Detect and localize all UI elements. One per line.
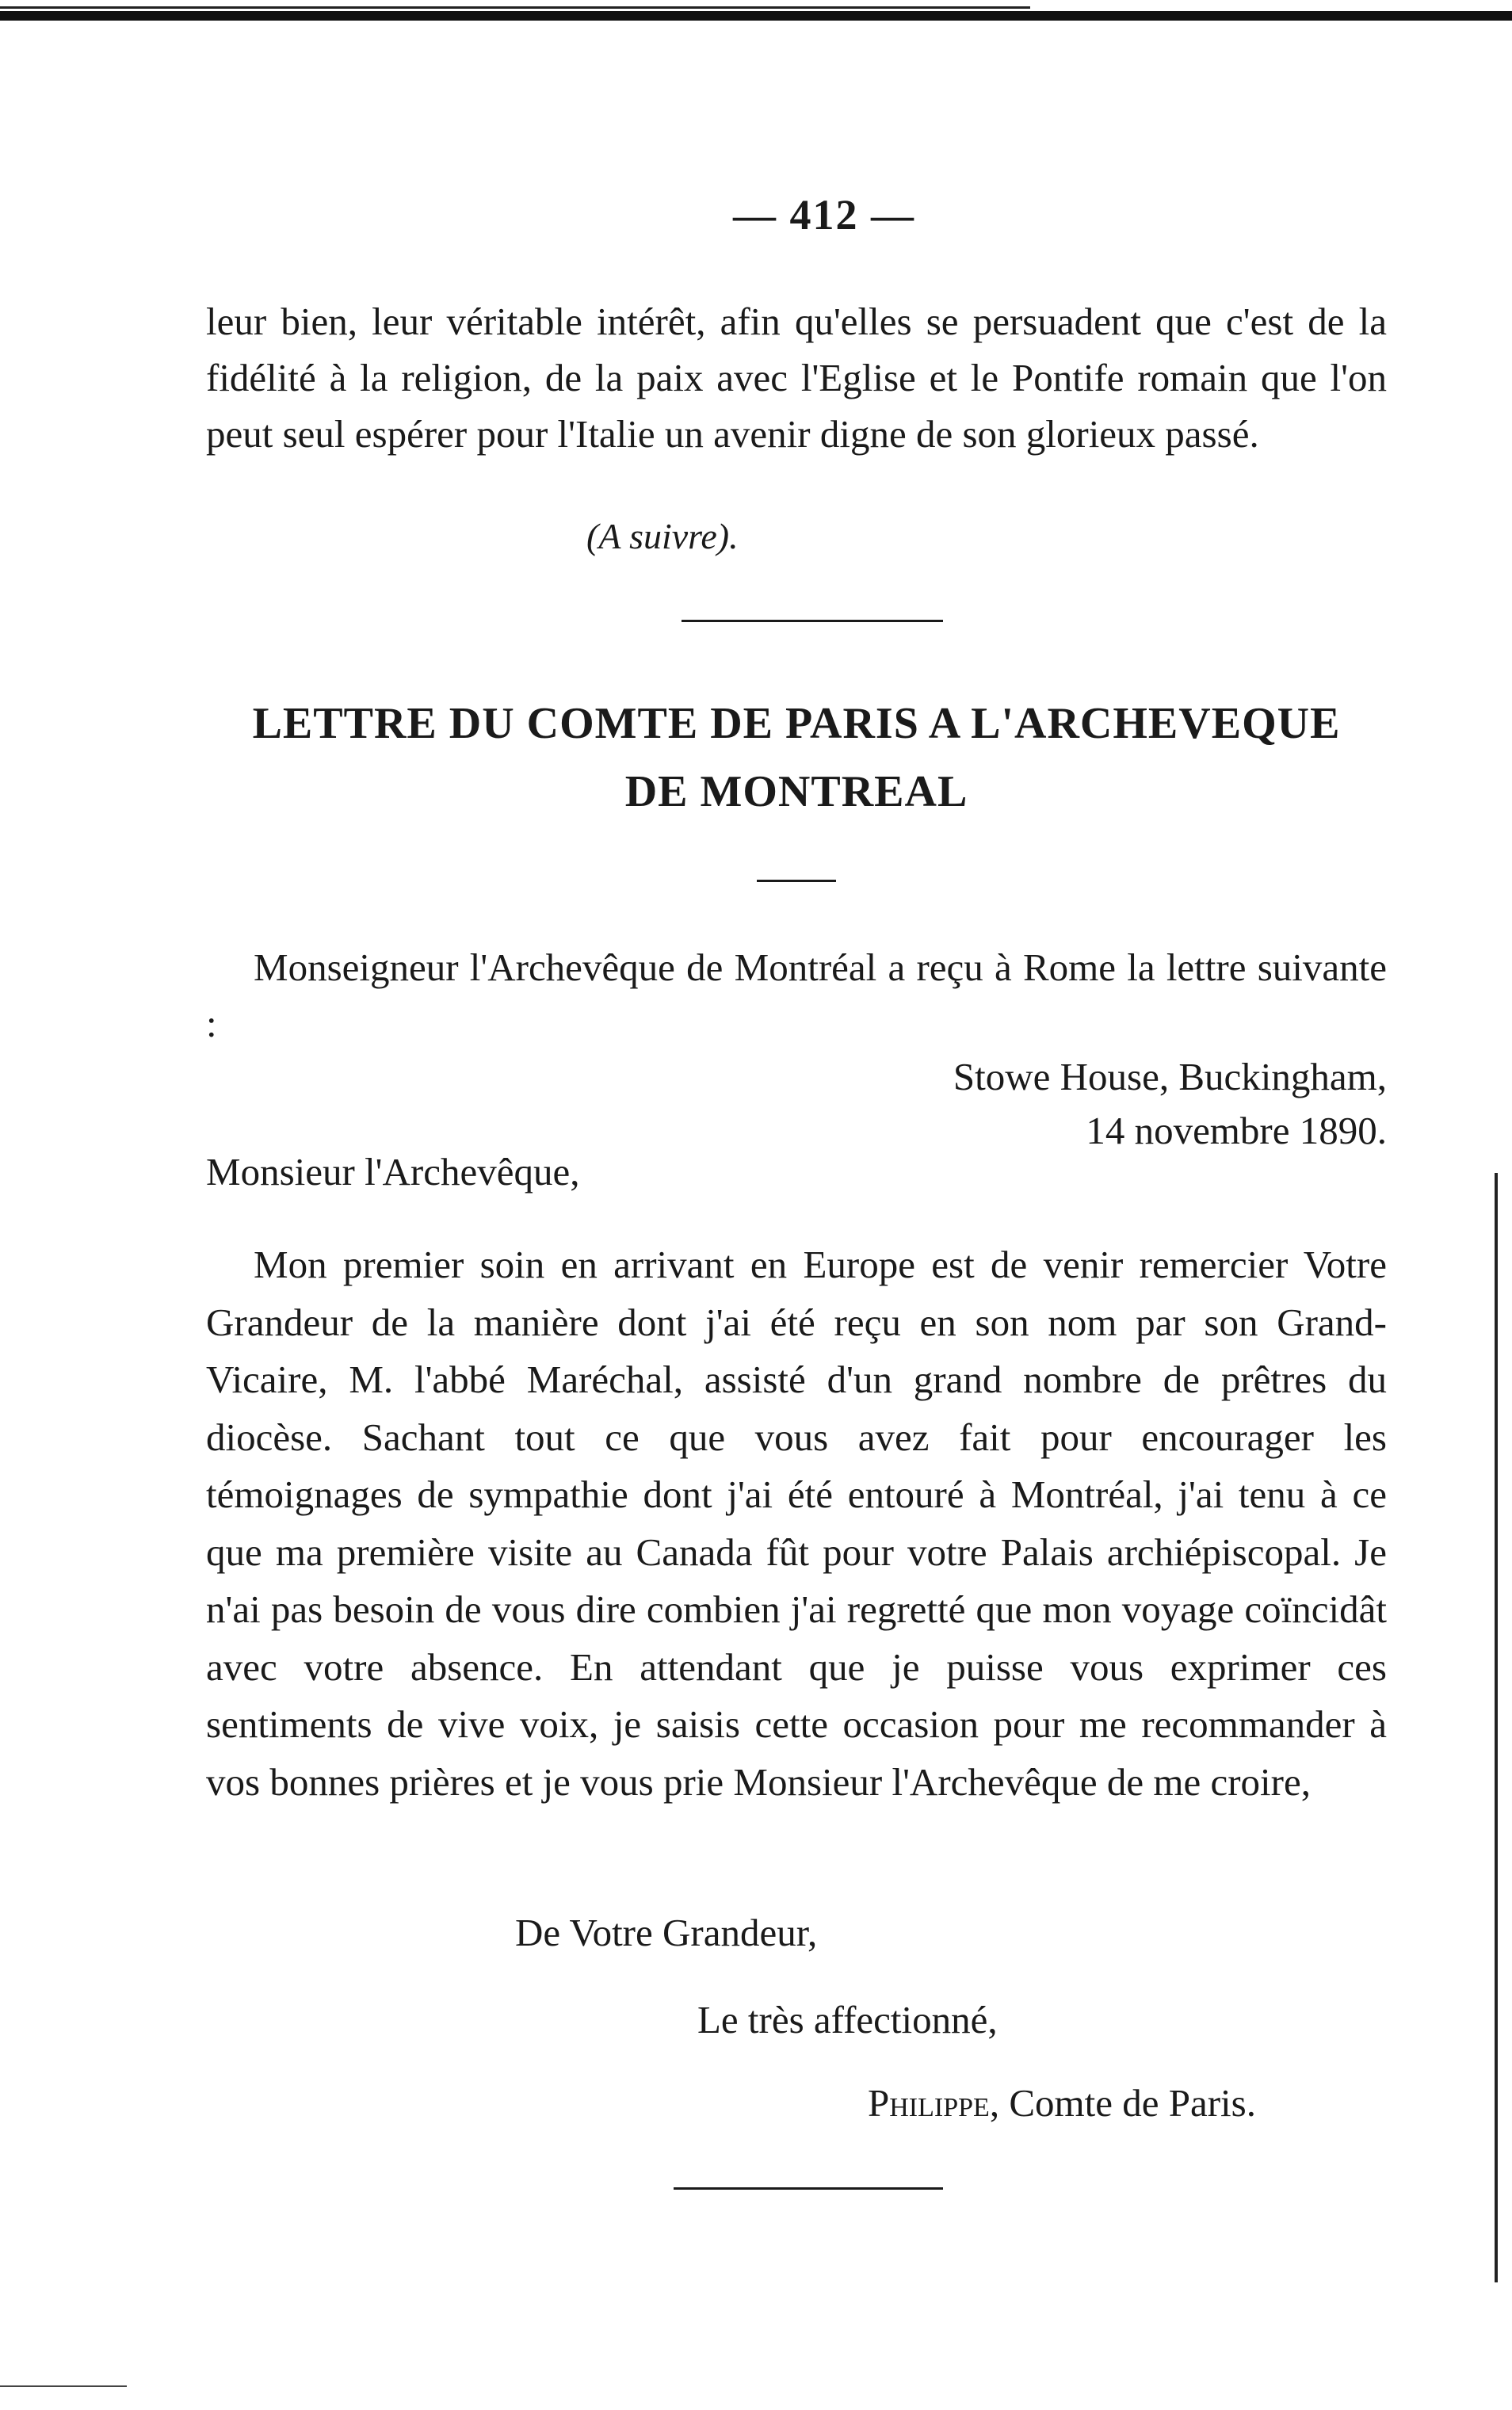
letter-signature: [868, 2080, 1256, 2125]
bottom-edge-line: [0, 2385, 127, 2387]
to-be-continued: (A suivre).: [586, 516, 739, 556]
section-divider: [682, 620, 943, 622]
page-edge-shadow: [1495, 1173, 1498, 2282]
letter-body: Mon premier soin en arrivant en Europe est de venir remercier Votre Grandeur de la manière dont j'ai été reçu en son nom par son Grand-Vicaire, M. l'abbé Maréchal, assisté d'un grand nombre de prêtres du diocèse. Sachant tout ce que vous avez fait pour encourager les témoignages de sympathie dont j'ai été entouré à Montréal, j'ai tenu à ce que ma première visite au Canada fût pour votre Palais archiépiscopal. Je n'ai pas besoin de vous dire combien j'ai regretté que mon voyage coïncidât avec votre absence. En attendant que je puisse vous exprimer ces sentiments de vive voix, je saisis cette occasion pour me recommander à vos bonnes prières et je vous prie Monsieur l'Archevêque de me croire,: [206, 1243, 1387, 1804]
top-border: [0, 11, 1512, 21]
end-divider: [674, 2187, 943, 2190]
article-title-line-1: LETTRE DU COMTE DE PARIS A L'ARCHEVEQUE: [252, 699, 1341, 748]
letter-date: 14 novembre 1890.: [1086, 1109, 1387, 1152]
signature-name: Philippe: [868, 2081, 990, 2125]
letter-closing: De Votre Grandeur,: [515, 1911, 818, 1954]
top-border-thin: [0, 6, 1030, 9]
intro-paragraph: Monseigneur l'Archevêque de Montréal a reçu à Rome la lettre suivante :: [206, 945, 1387, 1045]
title-divider: [757, 880, 836, 882]
letter-salutation: Monsieur l'Archevêque,: [206, 1150, 580, 1194]
article-title: [206, 689, 1387, 826]
continuation-paragraph: leur bien, leur véritable intérêt, afin qu'elles se persuadent que c'est de la fidélité à la religion, de la paix avec l'Eglise et le Pontife romain que l'on peut seul espérer pour l'Italie un avenir digne de son glorieux passé.: [206, 300, 1387, 456]
signature-title: , Comte de Paris.: [989, 2081, 1256, 2125]
letter-valediction: Le très affectionné,: [697, 1998, 998, 2041]
page-number: — 412 —: [733, 191, 915, 239]
article-title-line-2: DE MONTREAL: [624, 767, 968, 816]
letter-address: Stowe House, Buckingham,: [953, 1055, 1387, 1098]
